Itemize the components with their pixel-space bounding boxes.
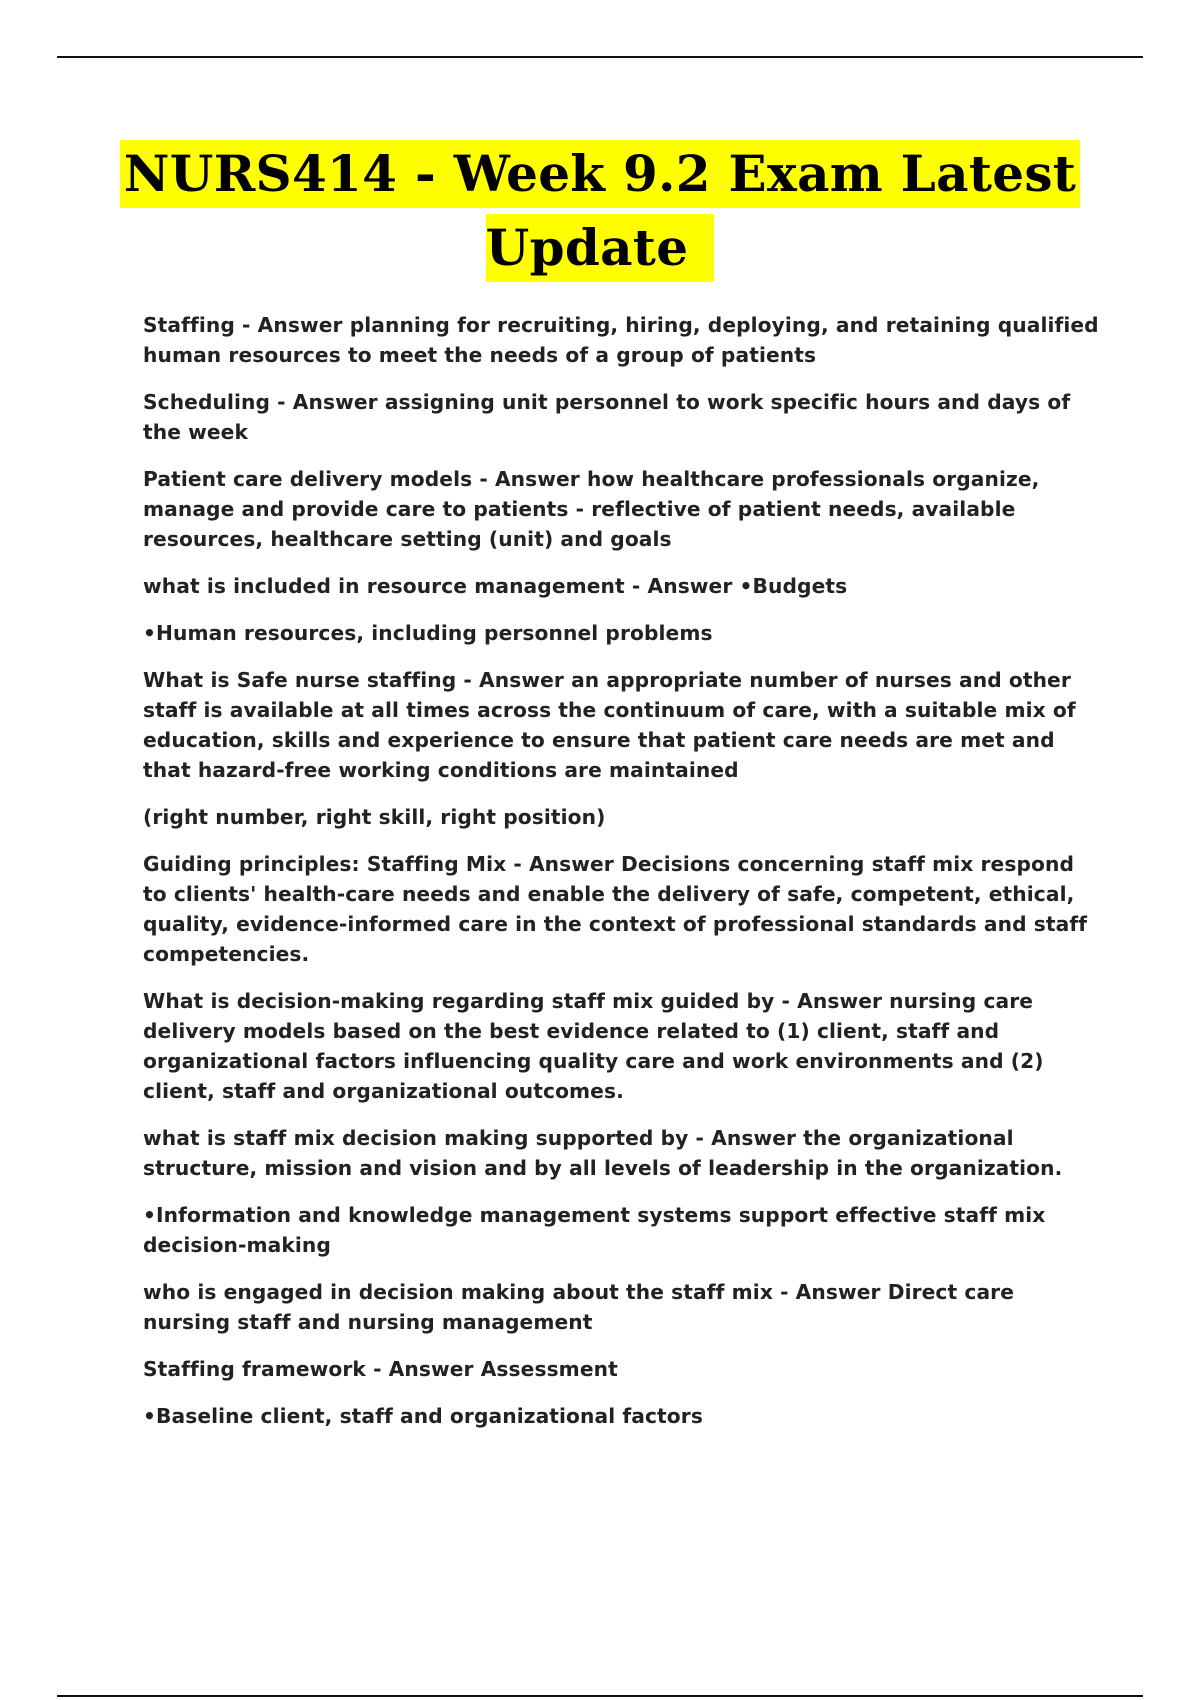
paragraph-information-systems: •Information and knowledge management systems support effective staff mix decision-making	[143, 1203, 1046, 1257]
paragraph-staffing: Staffing - Answer planning for recruiting, hiring, deploying, and retaining qualified human resources to meet the needs of a group of patients	[143, 313, 1099, 367]
title-line-2: Update	[486, 214, 715, 282]
document-title	[0, 140, 1200, 282]
paragraph-human-resources: •Human resources, including personnel problems	[143, 621, 713, 645]
paragraph-staffing-framework: Staffing framework - Answer Assessment	[143, 1357, 618, 1381]
bottom-rule	[57, 1695, 1143, 1697]
paragraph-right-number: (right number, right skill, right position)	[143, 805, 606, 829]
paragraph-resource-management: what is included in resource management - Answer •Budgets	[143, 574, 848, 598]
document-body	[143, 310, 1103, 1448]
paragraph-who-engaged: who is engaged in decision making about the staff mix - Answer Direct care nursing staff and nursing management	[143, 1280, 1015, 1334]
paragraph-safe-staffing: What is Safe nurse staffing - Answer an appropriate number of nurses and other staff is available at all times across the continuum of care, with a suitable mix of education, skills and experience to ensure that patient care needs are met and that hazard-free working conditions are maintained	[143, 668, 1076, 782]
top-rule	[57, 56, 1143, 58]
paragraph-care-delivery-models: Patient care delivery models - Answer how healthcare professionals organize, manage and provide care to patients - reflective of patient needs, available resources, healthcare setting (unit) and goals	[143, 467, 1040, 551]
paragraph-baseline-factors: •Baseline client, staff and organizational factors	[143, 1404, 703, 1428]
paragraph-decision-making-supported: what is staff mix decision making supported by - Answer the organizational structure, mission and vision and by all levels of leadership in the organization.	[143, 1126, 1063, 1180]
paragraph-scheduling: Scheduling - Answer assigning unit personnel to work specific hours and days of the week	[143, 390, 1071, 444]
paragraph-guiding-principles: Guiding principles: Staffing Mix - Answer Decisions concerning staff mix respond to clients' health-care needs and enable the delivery of safe, competent, ethical, quality, evidence-informed care in the context of professional standards and staff competencies.	[143, 852, 1088, 966]
title-line-1: NURS414 - Week 9.2 Exam Latest	[120, 140, 1080, 208]
paragraph-decision-making-guided: What is decision-making regarding staff mix guided by - Answer nursing care delivery models based on the best evidence related to (1) client, staff and organizational factors influencing quality care and work environments and (2) client, staff and organizational outcomes.	[143, 989, 1044, 1103]
